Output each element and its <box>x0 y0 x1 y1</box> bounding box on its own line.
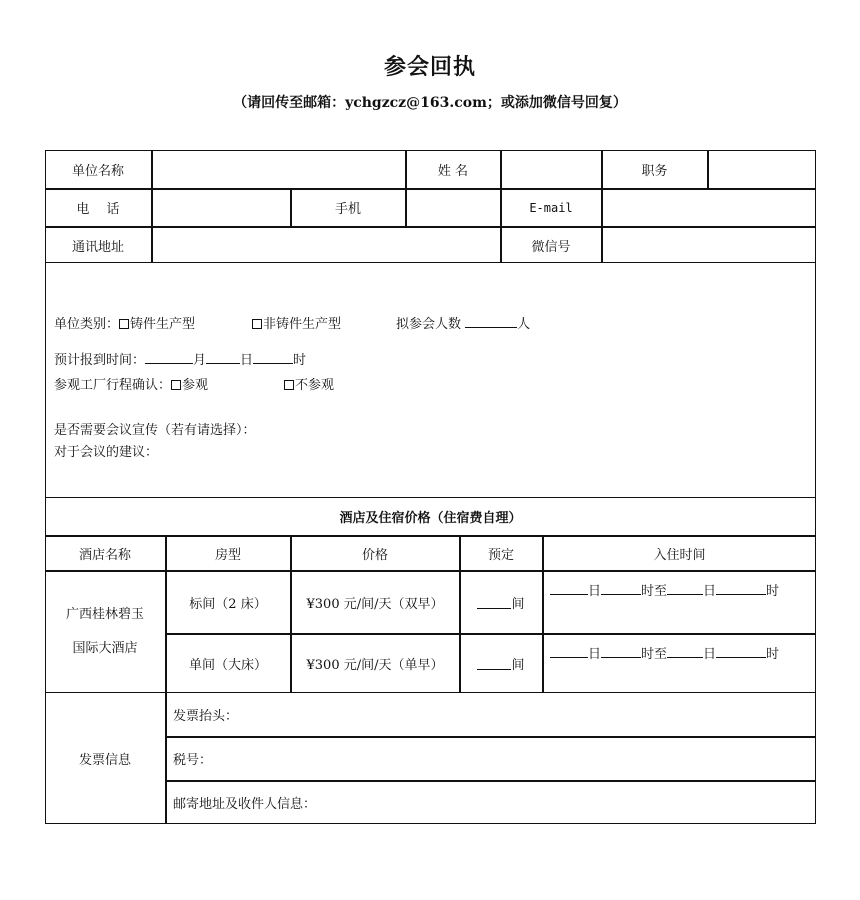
attendees-blank[interactable] <box>465 315 517 328</box>
arrival-hour-blank[interactable] <box>253 351 293 364</box>
hotel-name-line1: 广西桂林碧玉 <box>65 607 144 622</box>
opt-tour-label: 参观 <box>182 378 209 393</box>
room-booking-1 <box>460 571 542 633</box>
arrival-day: 日 <box>240 353 254 368</box>
checkout-day-blank-1[interactable] <box>667 582 703 595</box>
wechat-field[interactable] <box>602 227 816 263</box>
checkbox-notour[interactable] <box>284 380 294 390</box>
page-title: 参会回执 <box>383 54 476 80</box>
suggest-label: 对于会议的建议： <box>54 445 159 460</box>
invoice-mail-label: 邮寄地址及收件人信息： <box>173 797 317 812</box>
checkout-day-2: 日 <box>703 647 717 662</box>
name-label: 姓 名 <box>437 163 469 179</box>
checkin-day-2: 日 <box>588 647 602 662</box>
unit-type-label: 单位类别： <box>54 317 120 332</box>
checkout-hour-blank-2[interactable] <box>716 645 766 658</box>
mobile-label: 手机 <box>334 202 361 217</box>
checkbox-casting[interactable] <box>119 319 129 329</box>
checkin-day-1: 日 <box>588 584 602 599</box>
hotel-header-price: 价格 <box>361 547 388 563</box>
hotel-name-line2: 国际大酒店 <box>72 641 138 656</box>
checkin-day-blank-1[interactable] <box>550 582 588 595</box>
checkin-hour-blank-1[interactable] <box>601 582 641 595</box>
hotel-header-name: 酒店名称 <box>78 547 131 563</box>
invoice-tax-label: 税号： <box>173 753 213 768</box>
arrival-month-blank[interactable] <box>145 351 193 364</box>
unit-name-field[interactable] <box>152 150 405 188</box>
hotel-section-title: 酒店及住宿价格（住宿费自理） <box>339 510 522 526</box>
position-field[interactable] <box>708 150 816 188</box>
checkout-hour-2: 时 <box>766 647 780 662</box>
room-booking-2 <box>460 634 542 693</box>
arrival-hour: 时 <box>293 353 307 368</box>
checkbox-noncasting[interactable] <box>252 319 262 329</box>
unit-type-row-2 <box>252 313 341 332</box>
room-price-1: ¥300 元/间/天（双早） <box>306 596 444 612</box>
phone-label: 电 话 <box>76 202 120 217</box>
tour-row-2 <box>284 374 334 393</box>
checkout-day-1: 日 <box>703 584 717 599</box>
checkout-hour-blank-1[interactable] <box>716 582 766 595</box>
invoice-label: 发票信息 <box>78 753 131 768</box>
unit-type-row <box>54 313 195 332</box>
checkin-hourto-2: 时至 <box>641 647 668 662</box>
room-count-blank-1[interactable] <box>477 596 511 609</box>
room-type-2: 单间（大床） <box>188 658 267 673</box>
attendees-row <box>396 313 530 332</box>
checkin-row-2 <box>550 643 779 662</box>
opt-noncasting-label: 非铸件生产型 <box>263 317 342 332</box>
opt-notour-label: 不参观 <box>295 378 335 393</box>
name-field[interactable] <box>501 150 601 188</box>
invoice-title-label: 发票抬头： <box>173 709 239 724</box>
unit-name-label: 单位名称 <box>71 163 124 179</box>
hotel-name <box>45 571 165 693</box>
page-subtitle: （请回传至邮箱：ychgzcz@163.com；或添加微信号回复） <box>233 95 627 111</box>
arrival-month: 月 <box>193 353 207 368</box>
mobile-field[interactable] <box>406 189 500 226</box>
address-field[interactable] <box>152 227 500 263</box>
attendees-unit: 人 <box>517 317 531 332</box>
checkbox-tour[interactable] <box>171 380 181 390</box>
hotel-header-booking: 预定 <box>487 547 514 563</box>
hotel-header-roomtype: 房型 <box>214 547 241 563</box>
wechat-label: 微信号 <box>531 239 571 255</box>
room-unit-2: 间 <box>511 658 525 673</box>
address-label: 通讯地址 <box>71 239 124 255</box>
opt-casting-label: 铸件生产型 <box>130 317 196 332</box>
checkin-hourto-1: 时至 <box>641 584 668 599</box>
attendees-label: 拟参会人数 <box>396 317 462 332</box>
room-type-1: 标间（2 床） <box>189 596 267 612</box>
position-label: 职务 <box>641 163 668 179</box>
phone-field[interactable] <box>152 189 290 226</box>
checkout-hour-1: 时 <box>766 584 780 599</box>
checkin-row-1 <box>550 580 779 599</box>
arrival-day-blank[interactable] <box>206 351 240 364</box>
tour-row <box>54 374 208 393</box>
email-field[interactable] <box>602 189 816 226</box>
tour-label: 参观工厂行程确认： <box>54 378 172 393</box>
hotel-header-checkin: 入住时间 <box>653 547 706 563</box>
arrival-label: 预计报到时间： <box>54 353 146 368</box>
room-count-blank-2[interactable] <box>477 657 511 670</box>
arrival-row <box>54 349 306 368</box>
room-price-2: ¥300 元/间/天（单早） <box>306 658 444 673</box>
email-label: E-mail <box>529 200 573 215</box>
promo-label: 是否需要会议宣传（若有请选择）： <box>54 423 256 438</box>
checkin-hour-blank-2[interactable] <box>601 645 641 658</box>
checkout-day-blank-2[interactable] <box>667 645 703 658</box>
room-unit-1: 间 <box>511 596 525 612</box>
checkin-day-blank-2[interactable] <box>550 645 588 658</box>
